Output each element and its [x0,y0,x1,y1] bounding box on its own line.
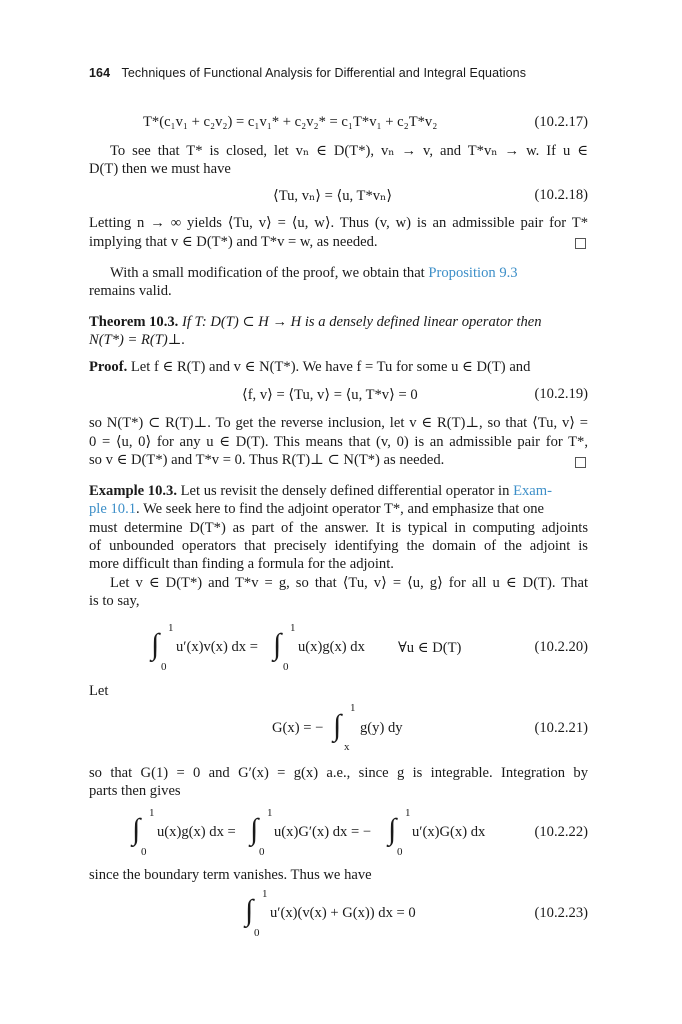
proof-line: 0 = ⟨u, 0⟩ for any u ∈ D(T). This means that (v, 0) is an admissible pair for T*, [89,434,588,450]
running-header [89,66,526,80]
integral-sign: ∫ [151,628,160,661]
paragraph-line: parts then gives [89,783,181,799]
example-link[interactable]: ple 10.1 [89,501,137,517]
paragraph-line: With a small modification of the proof, we obtain that Proposition 9.3 [110,265,518,281]
integral-sign: ∫ [250,813,259,846]
theorem-line: Theorem 10.3. If T: D(T) ⊂ H → H is a densely defined linear operator then [89,314,542,330]
integral-sign: ∫ [132,813,141,846]
equation-10-2-19: ⟨f, v⟩ = ⟨Tu, v⟩ = ⟨u, T*v⟩ = 0 [242,387,418,403]
qed-square [575,236,586,254]
theorem-label: Theorem 10.3. [89,314,179,330]
integral-sign: ∫ [245,894,254,927]
example-line: more difficult than finding a formula for the adjoint. [89,556,394,572]
example-line: Example 10.3. Let us revisit the densely defined differential operator in Exam- [89,483,552,499]
integral-sign: ∫ [273,628,282,661]
equation-number: (10.2.20) [534,639,588,655]
proof-line: so v ∈ D(T*) and T*v = 0. Thus R(T)⊥ ⊂ N(T*) as needed. [89,452,445,468]
paragraph-line: To see that T* is closed, let vₙ ∈ D(T*), vₙ → v, and T*vₙ → w. If u ∈ [110,143,588,159]
equation-10-2-17: T*(c₁v₁ + c₂v₂) = c₁v₁* + c₂v₂* = c₁T*v₁ + c₂T*v₂ [143,114,438,130]
equation-number: (10.2.19) [534,386,588,402]
equation-10-2-18: ⟨Tu, vₙ⟩ = ⟨u, T*vₙ⟩ [273,188,393,204]
qed-square [575,455,586,473]
proof-label: Proof. [89,359,128,375]
proposition-link[interactable]: Proposition 9.3 [428,265,518,281]
integral-sign: ∫ [388,813,397,846]
proof-line: Proof. Let f ∈ R(T) and v ∈ N(T*). We have f = Tu for some u ∈ D(T) and [89,359,531,375]
example-line: of unbounded operators that precisely identifying the domain of the adjoint is [89,538,588,554]
paragraph-line: implying that v ∈ D(T*) and T*v = w, as needed. [89,234,378,250]
example-line: must determine D(T*) as part of the answer. It is typical in computing adjoints [89,520,588,536]
equation-number: (10.2.23) [534,905,588,921]
page-number: 164 [89,66,111,80]
example-line: is to say, [89,593,140,609]
paragraph-line: Let [89,683,109,699]
example-label: Example 10.3. [89,483,177,499]
example-line: Let v ∈ D(T*) and T*v = g, so that ⟨Tu, v⟩ = ⟨u, g⟩ for all u ∈ D(T). That [110,575,588,591]
theorem-line: N(T*) = R(T)⊥. [89,332,186,348]
book-title: Techniques of Functional Analysis for Differential and Integral Equations [121,66,527,80]
proof-line: so N(T*) ⊂ R(T)⊥. To get the reverse inclusion, let v ∈ R(T)⊥, so that ⟨Tu, v⟩ = [89,415,588,431]
equation-number: (10.2.17) [534,114,588,130]
paragraph-line: since the boundary term vanishes. Thus we have [89,867,372,883]
paragraph-line: remains valid. [89,283,172,299]
example-line: ple 10.1. We seek here to find the adjoint operator T*, and emphasize that one [89,501,545,517]
paragraph-line: so that G(1) = 0 and G′(x) = g(x) a.e., since g is integrable. Integration by [89,765,588,781]
paragraph-line: Letting n → ∞ yields ⟨Tu, v⟩ = ⟨u, w⟩. Thus (v, w) is an admissible pair for T* [89,215,588,231]
equation-number: (10.2.21) [534,720,588,736]
paragraph-line: D(T) then we must have [89,161,231,177]
book-page: 164 Techniques of Functional Analysis for Differential and Integral Equations T*(c₁v₁ + c₂v₂) = c₁v₁* + c₂v₂* = c₁T*v₁ + c₂T*v₂ (10.2.17) To see that T* is closed, let vₙ ∈ D(T*), vₙ → v, and T*vₙ → w. If u ∈ D(T) then we must have ⟨Tu, vₙ⟩ = ⟨u, T*vₙ⟩ (10.2.18) Letting n → ∞ yields ⟨Tu, v⟩ = ⟨u, w⟩. Thus (v, w) is an admissible pair for T* implying that v ∈ D(T*) and T*v = w, as needed. With a small modification of the proof, we obtain that Proposition 9.3 remains valid. Theorem 10.3. If T: D(T) ⊂ H → H is a densely defined linear operator then N(T*) = R(T)⊥. Proof. Let f ∈ R(T) and v ∈ N(T*). We have f = Tu for some u ∈ D(T) and ⟨f, v⟩ = ⟨Tu, v⟩ = ⟨u, T*v⟩ = 0 (10.2.19) so N(T*) ⊂ R(T)⊥. To get the reverse inclusion, let v ∈ R(T)⊥, so that ⟨Tu, v⟩ = 0 = ⟨u, 0⟩ for any u ∈ D(T). This means that (v, 0) is an admissible pair for T*, so v ∈ D(T*) and T*v = 0. Thus R(T)⊥ ⊂ N(T*) as needed. Example 10.3. Let us revisit the densely defined differential operator in Exam- ple 10.1. We seek here to find the adjoint operator T*, and emphasize that one must determine D(T*) as part of the answer. It is typical in computing adjoints of unbounded operators that precisely identifying the domain of the adjoint is more difficult than finding a formula for the adjoint. Let v ∈ D(T*) and T*v = g, so that ⟨Tu, v⟩ = ⟨u, g⟩ for all u ∈ D(T). That is to say, ∫ 1 0 u′(x)v(x) dx = ∫ 1 0 u(x)g(x) dx ∀u ∈ D(T) (10.2.20) Let G(x) = − ∫ 1 x g(y) dy (10.2.21) so that G(1) = 0 and G′(x) = g(x) a.e., since g is integrable. Integration by parts then gives ∫ 1 0 u(x)g(x) dx = ∫ 1 0 u(x)G′(x) dx = − ∫ 1 0 u′(x)G(x) dx (10.2.22) since the boundary term vanishes. Thus we have ∫ 1 0 u′(x)(v(x) + G(x)) dx = 0 (10.2.23) [89,66,588,939]
example-link[interactable]: Exam- [513,483,552,499]
integral-sign: ∫ [333,709,342,742]
equation-number: (10.2.22) [534,824,588,840]
equation-number: (10.2.18) [534,187,588,203]
